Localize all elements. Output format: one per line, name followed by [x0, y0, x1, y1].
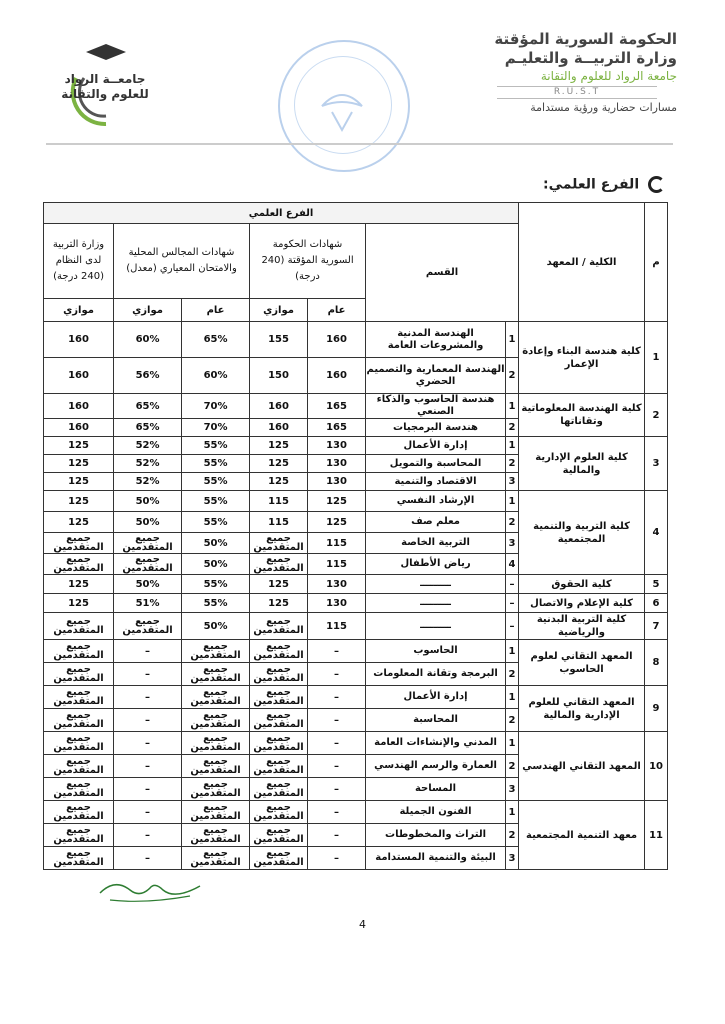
sub-parallel: موازي — [114, 299, 182, 322]
grade-g-gen: – — [308, 778, 366, 801]
grade-l-gen: جميع المتقدمين — [182, 824, 250, 847]
grade-min: 125 — [44, 437, 114, 455]
row-number: 6 — [645, 594, 668, 613]
slogan: مسارات حضارية ورؤية مستدامة — [530, 101, 677, 114]
grade-g-gen: 125 — [308, 512, 366, 533]
department-name: المحاسبة والتمويل — [366, 455, 506, 473]
grade-g-gen: 165 — [308, 419, 366, 437]
signature — [95, 868, 205, 908]
grade-min: 125 — [44, 455, 114, 473]
grade-l-gen: جميع المتقدمين — [182, 847, 250, 870]
section-title-text: الفرع العلمي: — [543, 176, 640, 193]
grade-l-gen: جميع المتقدمين — [182, 709, 250, 732]
dept-index: 2 — [506, 755, 519, 778]
grade-min: 160 — [44, 394, 114, 419]
grade-l-par: – — [114, 686, 182, 709]
grade-g-gen: – — [308, 640, 366, 663]
faculty-name: المعهد التقاني للعلوم الإدارية والمالية — [519, 686, 645, 732]
header-divider — [46, 143, 673, 145]
grade-l-gen: 55% — [182, 473, 250, 491]
dept-index: 2 — [506, 358, 519, 394]
grade-g-par: 125 — [250, 437, 308, 455]
col-local-header: شهادات المجالس المحلية والامتحان المعياري (معدل) — [114, 224, 250, 299]
section-title — [543, 176, 665, 193]
grade-l-gen: جميع المتقدمين — [182, 732, 250, 755]
grade-l-gen: جميع المتقدمين — [182, 640, 250, 663]
grade-g-gen: 130 — [308, 473, 366, 491]
grade-min: 125 — [44, 594, 114, 613]
department-name: ـــــــــ — [366, 613, 506, 640]
grade-l-gen: جميع المتقدمين — [182, 778, 250, 801]
department-name: الهندسة المدنية والمشروعات العامة — [366, 322, 506, 358]
row-number: 1 — [645, 322, 668, 394]
faculty-name: كلية الإعلام والاتصال — [519, 594, 645, 613]
grade-l-gen: 70% — [182, 419, 250, 437]
grade-l-gen: 55% — [182, 491, 250, 512]
dept-index: – — [506, 575, 519, 594]
dept-index: 1 — [506, 640, 519, 663]
grade-l-par: 65% — [114, 419, 182, 437]
dept-index: – — [506, 613, 519, 640]
col-gov-header: شهادات الحكومة السورية المؤقتة (240 درجة) — [250, 224, 366, 299]
grade-min: 160 — [44, 322, 114, 358]
grade-g-gen: – — [308, 801, 366, 824]
grade-g-par: جميع المتقدمين — [250, 663, 308, 686]
grade-min: جميع المتقدمين — [44, 801, 114, 824]
grade-g-gen: – — [308, 755, 366, 778]
grade-g-par: 125 — [250, 455, 308, 473]
dept-index: 4 — [506, 554, 519, 575]
dept-index: 2 — [506, 512, 519, 533]
table-row — [44, 732, 668, 755]
department-name: التراث والمخطوطات — [366, 824, 506, 847]
col-m-header: م — [645, 203, 668, 322]
grade-g-par: جميع المتقدمين — [250, 686, 308, 709]
grade-g-par: 160 — [250, 394, 308, 419]
grade-min: جميع المتقدمين — [44, 613, 114, 640]
grade-g-par: جميع المتقدمين — [250, 554, 308, 575]
grade-g-gen: – — [308, 663, 366, 686]
grade-l-par: 50% — [114, 575, 182, 594]
grade-min: جميع المتقدمين — [44, 686, 114, 709]
department-name: البيئة والتنمية المستدامة — [366, 847, 506, 870]
grade-l-par: – — [114, 732, 182, 755]
grade-g-gen: 160 — [308, 358, 366, 394]
rust-abbrev: R.U.S.T — [497, 86, 657, 99]
official-seal — [278, 40, 410, 172]
table-row — [44, 322, 668, 358]
row-number: 4 — [645, 491, 668, 575]
grade-l-par: – — [114, 640, 182, 663]
grade-g-par: 150 — [250, 358, 308, 394]
grade-g-gen: 130 — [308, 455, 366, 473]
faculty-name: كلية العلوم الإدارية والمالية — [519, 437, 645, 491]
grade-l-gen: 50% — [182, 613, 250, 640]
grade-g-par: جميع المتقدمين — [250, 847, 308, 870]
grade-g-par: جميع المتقدمين — [250, 801, 308, 824]
grade-g-gen: – — [308, 824, 366, 847]
grade-l-par: – — [114, 847, 182, 870]
grade-l-par: 50% — [114, 512, 182, 533]
grade-g-gen: 115 — [308, 554, 366, 575]
table-row — [44, 594, 668, 613]
col-faculty-header: الكلية / المعهد — [519, 203, 645, 322]
faculty-name: كلية هندسة البناء وإعادة الإعمار — [519, 322, 645, 394]
grade-g-gen: 115 — [308, 533, 366, 554]
grade-l-par: – — [114, 824, 182, 847]
dept-index: 2 — [506, 663, 519, 686]
grade-l-par: – — [114, 663, 182, 686]
grade-min: 160 — [44, 358, 114, 394]
grade-l-par: 56% — [114, 358, 182, 394]
table-row — [44, 437, 668, 455]
faculty-name: كلية الهندسة المعلوماتية وتقاناتها — [519, 394, 645, 437]
department-name: إدارة الأعمال — [366, 686, 506, 709]
grade-l-gen: 50% — [182, 554, 250, 575]
department-name: التربية الخاصة — [366, 533, 506, 554]
grade-min: جميع المتقدمين — [44, 732, 114, 755]
grade-g-gen: 165 — [308, 394, 366, 419]
grade-min: 125 — [44, 575, 114, 594]
grade-g-gen: – — [308, 847, 366, 870]
ministry-name: وزارة التربيــة والتعليـم — [504, 49, 677, 67]
dept-index: 1 — [506, 491, 519, 512]
grade-g-par: جميع المتقدمين — [250, 824, 308, 847]
government-name: الحكومة السورية المؤقتة — [494, 30, 677, 48]
dept-index: – — [506, 594, 519, 613]
dept-index: 1 — [506, 394, 519, 419]
row-number: 9 — [645, 686, 668, 732]
grade-min: جميع المتقدمين — [44, 554, 114, 575]
table-row — [44, 801, 668, 824]
grade-l-par: 51% — [114, 594, 182, 613]
department-name: إدارة الأعمال — [366, 437, 506, 455]
grade-g-par: 115 — [250, 512, 308, 533]
grade-g-par: جميع المتقدمين — [250, 640, 308, 663]
grade-g-par: جميع المتقدمين — [250, 613, 308, 640]
grade-g-gen: 160 — [308, 322, 366, 358]
faculty-name: المعهد التقاني لعلوم الحاسوب — [519, 640, 645, 686]
grade-l-par: 52% — [114, 437, 182, 455]
grade-g-gen: 115 — [308, 613, 366, 640]
table-row — [44, 613, 668, 640]
row-number: 11 — [645, 801, 668, 870]
grade-l-par: 52% — [114, 455, 182, 473]
row-number: 10 — [645, 732, 668, 801]
grade-l-gen: 55% — [182, 455, 250, 473]
grade-min: جميع المتقدمين — [44, 709, 114, 732]
grade-l-gen: جميع المتقدمين — [182, 663, 250, 686]
department-name: الإرشاد النفسي — [366, 491, 506, 512]
grade-l-par: 65% — [114, 394, 182, 419]
grade-min: 125 — [44, 473, 114, 491]
grade-min: جميع المتقدمين — [44, 847, 114, 870]
grade-l-gen: جميع المتقدمين — [182, 755, 250, 778]
bullet-icon — [648, 176, 665, 193]
grade-g-par: 160 — [250, 419, 308, 437]
university-name: جامعة الرواد للعلوم والتقانة — [540, 69, 677, 83]
grade-l-gen: 55% — [182, 594, 250, 613]
grade-g-par: جميع المتقدمين — [250, 755, 308, 778]
col-ministry-header: وزارة التربية لدى النظام (240 درجة) — [44, 224, 114, 299]
faculty-name: المعهد التقاني الهندسي — [519, 732, 645, 801]
dept-index: 1 — [506, 322, 519, 358]
dept-index: 2 — [506, 824, 519, 847]
grade-l-par: – — [114, 778, 182, 801]
grade-g-par: 115 — [250, 491, 308, 512]
grade-l-gen: 70% — [182, 394, 250, 419]
table-row — [44, 640, 668, 663]
grade-g-gen: – — [308, 709, 366, 732]
admission-table — [43, 202, 668, 870]
grade-l-gen: جميع المتقدمين — [182, 686, 250, 709]
grade-g-par: جميع المتقدمين — [250, 778, 308, 801]
grade-min: 125 — [44, 491, 114, 512]
grade-l-par: 52% — [114, 473, 182, 491]
grade-g-par: جميع المتقدمين — [250, 709, 308, 732]
grade-l-par: – — [114, 755, 182, 778]
sub-general: عام — [182, 299, 250, 322]
grade-min: جميع المتقدمين — [44, 533, 114, 554]
grade-l-par: 50% — [114, 491, 182, 512]
grade-l-par: – — [114, 801, 182, 824]
dept-index: 1 — [506, 686, 519, 709]
grade-min: جميع المتقدمين — [44, 778, 114, 801]
grade-g-gen: – — [308, 686, 366, 709]
grade-l-gen: جميع المتقدمين — [182, 801, 250, 824]
grade-g-par: 125 — [250, 594, 308, 613]
department-name: المحاسبة — [366, 709, 506, 732]
department-name: البرمجة وتقانة المعلومات — [366, 663, 506, 686]
dept-index: 3 — [506, 847, 519, 870]
grade-g-gen: – — [308, 732, 366, 755]
table-row — [44, 491, 668, 512]
grade-g-par: جميع المتقدمين — [250, 732, 308, 755]
grade-min: 125 — [44, 512, 114, 533]
sub-general: عام — [308, 299, 366, 322]
department-name: الهندسة المعمارية والتصميم الحضري — [366, 358, 506, 394]
grade-g-gen: 130 — [308, 575, 366, 594]
logo-text — [60, 72, 150, 102]
row-number: 3 — [645, 437, 668, 491]
grade-l-gen: 60% — [182, 358, 250, 394]
department-name: هندسة البرمجيات — [366, 419, 506, 437]
grade-g-gen: 125 — [308, 491, 366, 512]
department-name: المساحة — [366, 778, 506, 801]
logo-line2: للعلوم والتقانة — [61, 87, 149, 101]
grade-min: جميع المتقدمين — [44, 663, 114, 686]
grade-g-gen: 130 — [308, 437, 366, 455]
dept-index: 1 — [506, 801, 519, 824]
department-name: المدني والإنشاءات العامة — [366, 732, 506, 755]
grade-l-gen: 55% — [182, 575, 250, 594]
dept-index: 2 — [506, 455, 519, 473]
grade-g-gen: 130 — [308, 594, 366, 613]
dept-index: 2 — [506, 709, 519, 732]
grade-l-par: جميع المتقدمين — [114, 613, 182, 640]
grade-min: 160 — [44, 419, 114, 437]
dept-index: 1 — [506, 732, 519, 755]
grade-l-par: جميع المتقدمين — [114, 554, 182, 575]
department-name: الحاسوب — [366, 640, 506, 663]
grade-min: جميع المتقدمين — [44, 640, 114, 663]
dept-index: 3 — [506, 778, 519, 801]
dept-index: 1 — [506, 437, 519, 455]
grade-l-par: 60% — [114, 322, 182, 358]
grade-min: جميع المتقدمين — [44, 755, 114, 778]
table-row — [44, 394, 668, 419]
col-dept-header: القسم — [366, 224, 519, 322]
row-number: 2 — [645, 394, 668, 437]
department-name: الاقتصاد والتنمية — [366, 473, 506, 491]
grade-g-par: جميع المتقدمين — [250, 533, 308, 554]
grade-l-gen: 55% — [182, 512, 250, 533]
department-name: هندسة الحاسوب والذكاء الصنعي — [366, 394, 506, 419]
row-number: 8 — [645, 640, 668, 686]
row-number: 7 — [645, 613, 668, 640]
dept-index: 2 — [506, 419, 519, 437]
department-name: معلم صف — [366, 512, 506, 533]
grade-g-par: 125 — [250, 473, 308, 491]
faculty-name: كلية الحقوق — [519, 575, 645, 594]
grade-l-gen: 50% — [182, 533, 250, 554]
department-name: العمارة والرسم الهندسي — [366, 755, 506, 778]
grade-l-par: – — [114, 709, 182, 732]
logo-line1: جامعــة الرواد — [64, 72, 146, 86]
letterhead — [467, 30, 677, 115]
grade-g-par: 155 — [250, 322, 308, 358]
table-row — [44, 686, 668, 709]
grade-l-gen: 65% — [182, 322, 250, 358]
grade-min: جميع المتقدمين — [44, 824, 114, 847]
dept-index: 3 — [506, 533, 519, 554]
row-number: 5 — [645, 575, 668, 594]
grade-l-par: جميع المتقدمين — [114, 533, 182, 554]
sub-parallel: موازي — [250, 299, 308, 322]
grade-g-par: 125 — [250, 575, 308, 594]
faculty-name: معهد التنمية المجتمعية — [519, 801, 645, 870]
department-name: ـــــــــ — [366, 594, 506, 613]
department-name: رياض الأطفال — [366, 554, 506, 575]
table-row — [44, 575, 668, 594]
faculty-name: كلية التربية البدنية والرياضية — [519, 613, 645, 640]
dept-index: 3 — [506, 473, 519, 491]
department-name: الفنون الجميلة — [366, 801, 506, 824]
faculty-name: كلية التربية والتنمية المجتمعية — [519, 491, 645, 575]
sub-parallel: موازي — [44, 299, 114, 322]
page-number: 4 — [359, 918, 366, 931]
department-name: ـــــــــ — [366, 575, 506, 594]
branch-title: الفرع العلمي — [44, 203, 519, 224]
grade-l-gen: 55% — [182, 437, 250, 455]
